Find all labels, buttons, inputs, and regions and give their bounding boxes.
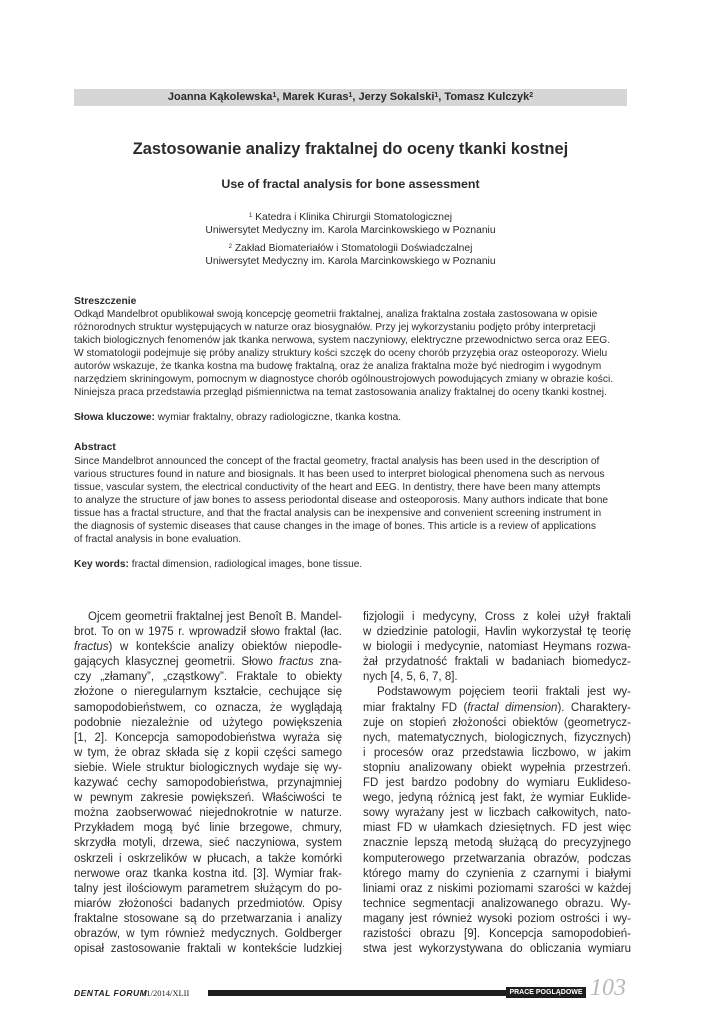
section-label: PRACE POGLĄDOWE [506,987,586,998]
body-line: stopniu analizowany obiekt wypełnia przestrzeń. [363,761,631,774]
slowa-kluczowe: Słowa kluczowe: wymiar fraktalny, obrazy radiologiczne, tkanka kostna. [74,412,402,423]
journal-name: DENTAL FORUM [74,988,148,998]
affiliation-2: $^2$ Zakład Biomateriałów i Stomatologii Doświadczalnej Uniwersytet Medyczny im. Karola Marcinkowskiego w Poznaniu [205,243,496,267]
body-line: podobnie niezależnie od użytego powiększenia [74,716,342,729]
body-line: sowy wyrażany jest w liczbach całkowitych, nato- [363,807,631,820]
body-line: w biologii i medycynie, natomiast Heymans rozwa- [363,641,631,654]
body-line: fizjologii i medycyny, Cross z kolei użył fraktali [363,611,631,623]
body-line: brot. To on w 1975 r. wprowadził słowo fraktal (łac. [74,626,342,639]
body-line: czy „złamany”, „cząstkowy”. Fraktale to obiekty [74,671,342,684]
page-number: 103 [590,975,626,1001]
body-line: Przykładem mogą być linie brzegowe, chmury, [74,822,342,835]
body-line: Ojcem geometrii fraktalnej jest Benoît B. Mandel- [88,611,342,623]
journal-issue: /1/2014/XLII [144,988,190,998]
body-line: samopodobieństwem, co oznacza, że wyglądają [74,701,342,714]
body-line: liniami oraz z niskimi poziomami szarości w każdej [363,882,631,895]
key-words: Key words: fractal dimension, radiological images, bone tissue. [74,559,363,570]
body-line: można zaobserwować niejednokrotnie w naturze. [74,807,342,820]
body-line: nerwowe oraz tkanka kostna itd. [3]. Wymiar frak- [74,867,342,880]
body-line: miarów złożoności badanych przedmiotów. Opisy [74,897,342,910]
body-line: znacznie lepszą metodą służącą do precyzyjnego [363,837,631,850]
body-line: magany jest również wysoki poziom ostrości i wy- [363,912,631,925]
author-2: Marek Kuras$^1$, [282,91,359,103]
body-line: fractus) w kontekście analizy obiektów niepodle- [74,641,342,654]
body-line: i procesów oraz przedstawia liczbowo, w jakim [363,746,631,759]
body-line: fraktalne stosowane są do przetwarzania i analizy [74,912,342,925]
body-line: wego, jedyną różnicą jest fakt, że wymiar Euklide- [363,792,631,805]
authors-bar [74,89,627,106]
body-column-left [74,610,342,957]
author-4: Tomasz Kulczyk$^2$ [444,91,534,103]
body-line: żał przydatność fraktali w badaniach biomedycz- [363,656,631,669]
body-line: w tym, że obraz składa się z kopii części samego [74,746,342,759]
abstract-text: Since Mandelbrot announced the concept of the fractal geometry, fractal analysis has been used in the description of various structures found in nature and biosignals. It has been used to interpret biological phenomena such as nervous tissue, vascular system, the electrical conductivity of the heart and EEG. In dentistry, there have been many attempts to analyze the structure of jaw bones to assess periodontal disease and osteoporosis. Many authors indicate that bone tissue has a fractal structure, and that the fractal analysis can be inexpensive and convenient screening instrument in the diagnosis of systemic diseases that cause changes in the image of bones. This article is a review of applications of fractal analysis in bone evaluation. [74,456,609,545]
body-line: którego mamy do czynienia z czarnymi i białymi [363,867,631,880]
body-line: w pewnym zakresie powiększeń. Właściwości te [74,792,342,805]
body-line: Podstawowym pojęciem teorii fraktali jest wy- [377,686,631,699]
body-line: miar fraktalny FD (fractal dimension). Charaktery- [363,701,631,714]
body-line: oskrzeli i oskrzelików w płucach, a także komórki [74,852,342,865]
body-column-right [363,610,631,957]
body-line: miast FD w ułamkach dziesiętnych. FD jest więc [363,822,631,835]
body-line: kazywać cechy samopodobieństwa, przynajmniej [74,777,342,790]
abstract-heading: Abstract [74,442,116,453]
title-english: Use of fractal analysis for bone assessment [221,177,480,191]
body-line: złożone o nieregularnym kształcie, cechujące się [74,686,342,699]
streszczenie-text: Odkąd Mandelbrot opublikował swoją koncepcję geometrii fraktalnej, analiza fraktalna została zastosowana w opisie różnorodnych struktur występujących w naturze oraz biosygnałów. Przy jej wykorzystaniu podjęto próby interpretacji takich biologicznych fenomenów jak tkanka nerwowa, system naczyniowy, elektryczne przewodnictwo serca oraz EEG. W stomatologii podejmuje się próby analizy struktury kości szczęk do oceny chorób przyzębia oraz osteoporozy. Wielu autorów wskazuje, że tkanka kostna ma budowę fraktalną, oraz że analiza fraktalna może być niedrogim i wygodnym narzędziem skriningowym, pomocnym w diagnostyce chorób ogólnoustrojowych powodujących zmiany w obrazie kości. Niniejsza praca przedstawia przegląd piśmiennictwa na temat zastosowania analizy fraktalnej do oceny tkanki kostnej. [74,309,614,398]
body-line: opisał zastosowanie fraktali w kontekście ludzkiej [74,943,342,956]
body-line: nych [4, 5, 6, 7, 8]. [363,671,458,684]
footer-rule [208,990,506,996]
author-1: Joanna Kąkolewska$^1$, [167,91,283,103]
body-line: technice segmentacji analizowanego obrazu. Wy- [363,897,631,910]
affiliation-1: $^1$ Katedra i Klinika Chirurgii Stomatologicznej Uniwersytet Medyczny im. Karola Marcinkowskiego w Poznaniu [205,212,496,236]
body-line: FD jest bardzo podobny do wymiaru Euklideso- [363,777,631,790]
title-polish: Zastosowanie analizy fraktalnej do oceny tkanki kostnej [132,140,569,158]
body-line: razistości obrazu [9]. Koncepcja samopodobień- [363,927,631,940]
author-3: Jerzy Sokalski$^1$, [358,91,445,103]
body-line: nych, matematycznych, biologicznych, fizycznych) [363,731,631,744]
body-line: skrzydła motyli, drzewa, sieć naczyniowa, system [74,837,342,850]
body-line: zuje on stopień złożoności obiektów (geometrycz- [363,716,631,729]
body-line: stwa jest wykorzystywana do obliczania wymiaru [363,943,631,956]
body-line: komputerowego przetwarzania obrazów, podczas [363,852,631,865]
body-line: siebie. Wiele struktur biologicznych wydaje się wy- [74,761,342,774]
streszczenie-heading: Streszczenie [74,296,137,307]
body-line: gających klasycznej geometrii. Słowo fractus zna- [74,656,342,669]
body-line: obrazów, w tym również medycznych. Goldberger [74,927,342,940]
body-line: w dziedzinie patologii, Havlin wykorzystał tę teorię [363,626,631,639]
body-line: talny jest ilościowym parametrem służącym do po- [74,882,342,895]
body-line: [1, 2]. Koncepcja samopodobieństwa wyraża się [74,731,342,744]
